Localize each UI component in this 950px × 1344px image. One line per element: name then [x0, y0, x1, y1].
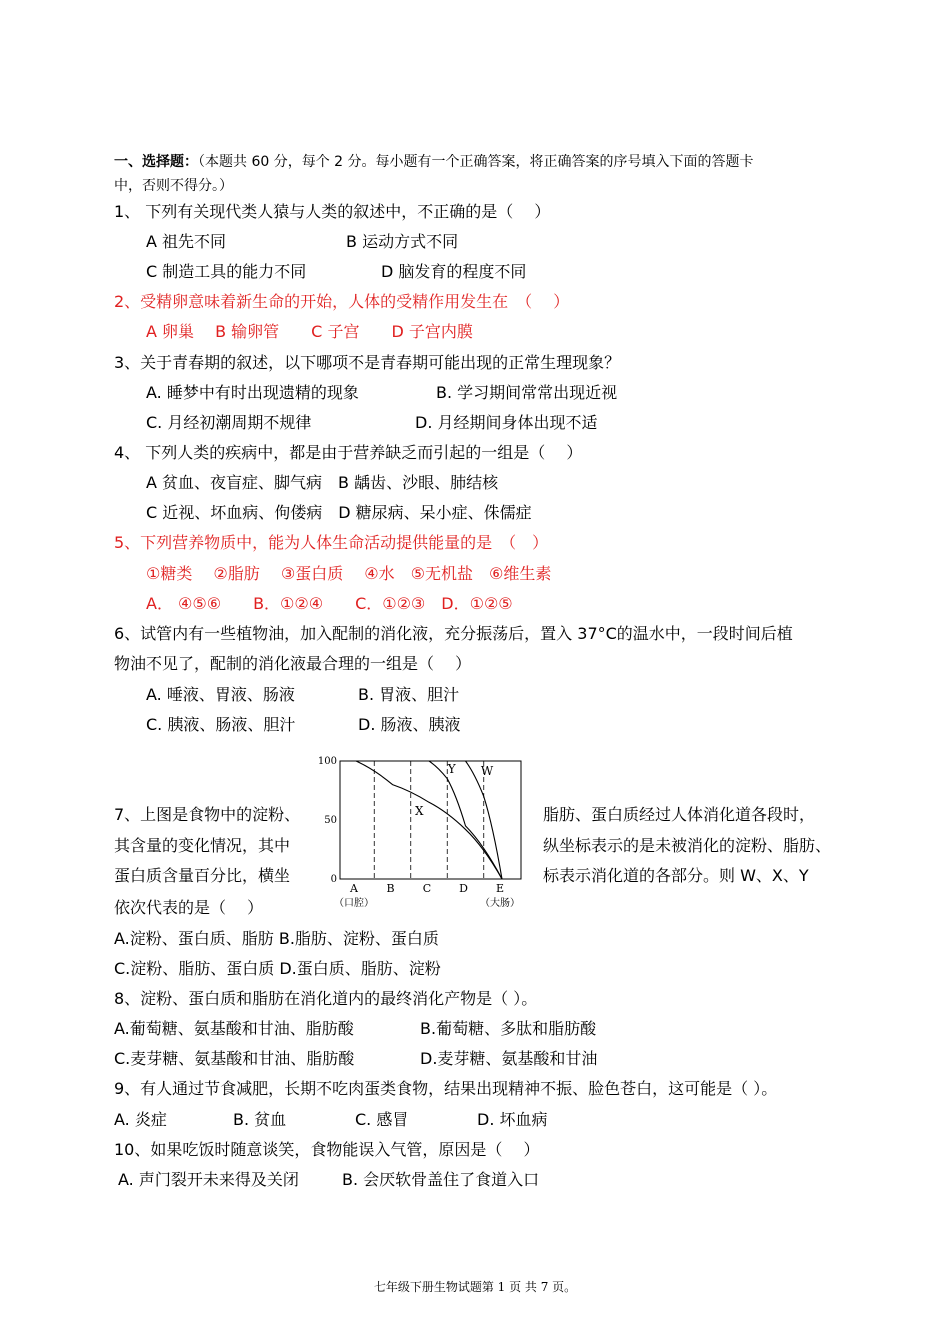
y-tick-50: 50 [324, 815, 337, 826]
q4-options-cd: C 近视、坏血病、佝偻病 D 糖尿病、呆小症、侏儒症 [146, 503, 532, 522]
series-label-Y: Y [447, 762, 456, 776]
q8-stem: 8、淀粉、蛋白质和脂肪在消化道内的最终消化产物是（ ）。 [114, 989, 538, 1008]
q7-stem-left-4: 依次代表的是（ ） [114, 898, 264, 917]
q5-options: A． ④⑤⑥ B．①②④ C．①②③ D．①②⑤ [146, 594, 513, 613]
q7-stem-left-1: 7、上图是食物中的淀粉、 [114, 805, 301, 824]
series-label-W: W [480, 764, 494, 778]
section-heading-line [114, 151, 754, 173]
q1-option-b: B 运动方式不同 [346, 232, 459, 251]
page-footer: 七年级下册生物试题第 1 页 共 7 页。 [373, 1280, 577, 1294]
digestion-chart [312, 752, 544, 914]
q8-option-b: B.葡萄糖、多肽和脂肪酸 [420, 1019, 597, 1038]
y-tick-0: 0 [330, 874, 337, 885]
q9-option-b: B. 贫血 [233, 1110, 287, 1129]
q6-stem: 6、试管内有一些植物油，加入配制的消化液，充分振荡后，置入 37°C的温水中，一段时间后植 [114, 624, 793, 643]
x-note-E: （大肠） [480, 898, 520, 909]
q7-stem-right-2: 纵坐标表示的是未被消化的淀粉、脂肪、 [543, 836, 832, 855]
q2-options: A 卵巢 B 输卵管 C 子宫 D 子宫内膜 [146, 322, 473, 341]
q7-stem-left-3: 蛋白质含量百分比，横坐 [114, 866, 291, 885]
q10-option-a: A. 声门裂开未来得及关闭 [118, 1170, 299, 1189]
chart-frame [340, 761, 521, 879]
q7-stem-right-1: 脂肪、蛋白质经过人体消化道各段时， [543, 805, 816, 824]
q3-option-b: B. 学习期间常常出现近视 [436, 383, 618, 402]
q5-items: ①糖类 ②脂肪 ③蛋白质 ④水 ⑤无机盐 ⑥维生素 [146, 564, 552, 583]
q4-stem: 4、 下列人类的疾病中，都是由于营养缺乏而引起的一组是（ ） [114, 443, 583, 462]
x-tick-E: E [495, 882, 505, 895]
curve-W [356, 761, 502, 879]
q4-options-ab: A 贫血、夜盲症、脚气病 B 龋齿、沙眼、肺结核 [146, 473, 499, 492]
q6-option-a: A. 唾液、胃液、肠液 [146, 685, 295, 704]
q5-stem: 5、下列营养物质中，能为人体生命活动提供能量的是 （ ） [114, 533, 549, 552]
q3-option-a: A. 睡梦中有时出现遗精的现象 [146, 383, 359, 402]
q3-option-d: D. 月经期间身体出现不适 [415, 413, 598, 432]
q10-stem: 10、如果吃饭时随意谈笑，食物能误入气管，原因是（ ） [114, 1140, 540, 1159]
q6-option-b: B. 胃液、胆汁 [358, 685, 460, 704]
q10-option-b: B. 会厌软骨盖住了食道入口 [342, 1170, 540, 1189]
q9-option-d: D. 坏血病 [477, 1110, 548, 1129]
q9-option-c: C. 感冒 [355, 1110, 409, 1129]
q9-option-a: A. 炎症 [114, 1110, 167, 1129]
q2-stem: 2、受精卵意味着新生命的开始，人体的受精作用发生在 （ ） [114, 292, 570, 311]
y-tick-100: 100 [317, 756, 337, 767]
curve-X [356, 761, 502, 879]
series-label-X: X [415, 803, 424, 818]
x-tick-A: A [350, 882, 358, 895]
q1-option-c: C 制造工具的能力不同 [146, 262, 307, 281]
q1-stem: 1、 下列有关现代类人猿与人类的叙述中，不正确的是（ ） [114, 202, 551, 221]
q1-option-a: A 祖先不同 [146, 232, 227, 251]
x-tick-C: C [422, 882, 432, 895]
q8-option-c: C.麦芽糖、氨基酸和甘油、脂肪酸 [114, 1049, 355, 1068]
x-note-A: （口腔） [334, 898, 374, 909]
section-instructions: （本题共 60 分，每个 2 分。每小题有一个正确答案，将正确答案的序号填入下面的答题卡 [198, 154, 754, 170]
q3-stem: 3、关于青春期的叙述，以下哪项不是青春期可能出现的正常生理现象？ [114, 353, 621, 372]
q1-option-d: D 脑发育的程度不同 [381, 262, 527, 281]
q6-stem-cont: 物油不见了，配制的消化液最合理的一组是（ ） [114, 654, 472, 673]
q7-stem-right-3: 标表示消化道的各部分。则 W、X、Y [543, 866, 809, 885]
x-tick-D: D [459, 882, 468, 895]
q8-option-a: A.葡萄糖、氨基酸和甘油、脂肪酸 [114, 1019, 354, 1038]
q6-option-c: C. 胰液、肠液、胆汁 [146, 715, 296, 734]
section-instructions-cont: 中，否则不得分。） [114, 178, 233, 194]
q7-stem-left-2: 其含量的变化情况，其中 [114, 836, 291, 855]
q8-option-d: D.麦芽糖、氨基酸和甘油 [420, 1049, 598, 1068]
q6-option-d: D. 肠液、胰液 [358, 715, 461, 734]
section-heading: 一、选择题： [114, 154, 198, 170]
curve-Y [356, 761, 502, 879]
q7-options-ab: A.淀粉、蛋白质、脂肪 B.脂肪、淀粉、蛋白质 [114, 929, 439, 948]
x-tick-B: B [386, 882, 395, 895]
q3-option-c: C. 月经初潮周期不规律 [146, 413, 312, 432]
q9-stem: 9、有人通过节食减肥，长期不吃肉蛋类食物，结果出现精神不振、脸色苍白，这可能是（ ）。 [114, 1079, 778, 1098]
q7-options-cd: C.淀粉、脂肪、蛋白质 D.蛋白质、脂肪、淀粉 [114, 959, 441, 978]
